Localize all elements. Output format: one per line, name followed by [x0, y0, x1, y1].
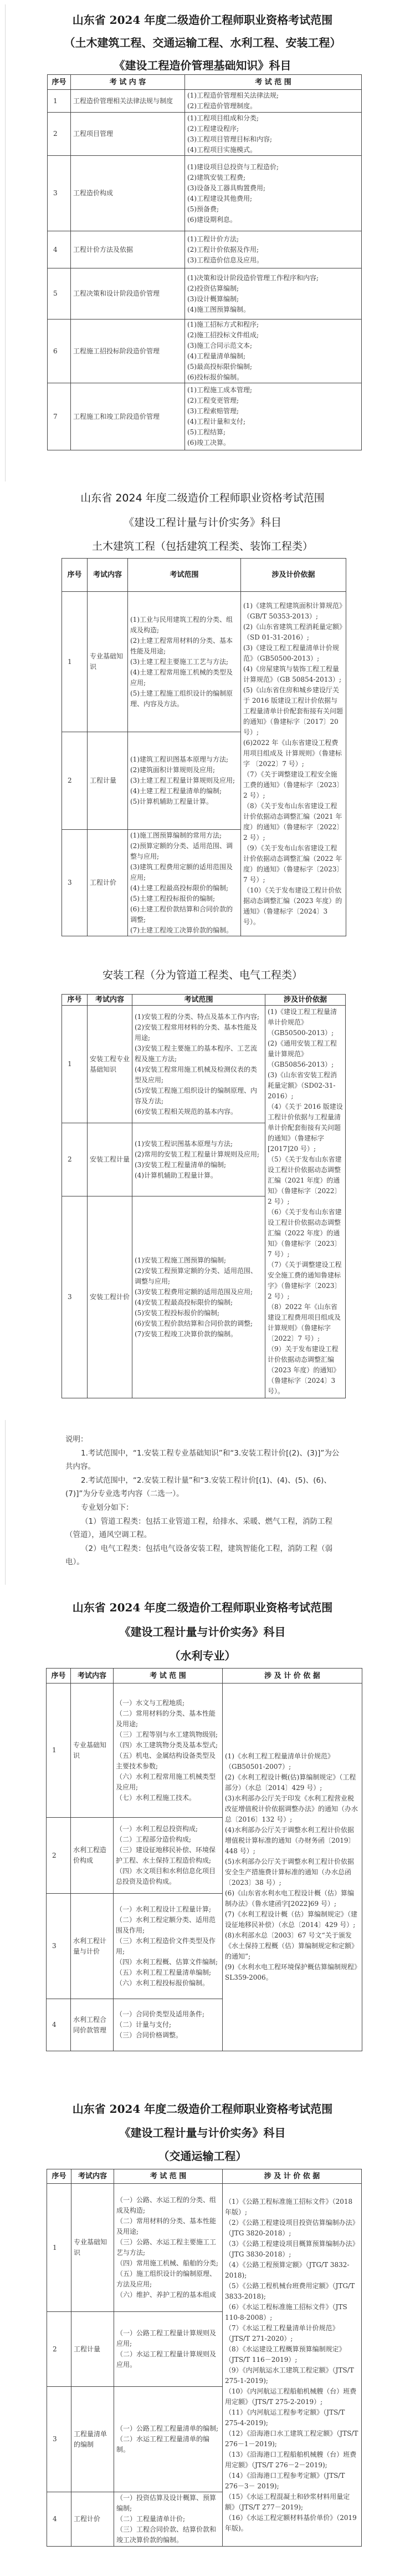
exam-scope	[114, 1683, 223, 1818]
scope-item: (4)计算机辅助工程量计算。	[135, 1171, 217, 1179]
basis-item: （6）《关于发布山东省建设工程计价依据动态调整汇编（2022 年度）的通知》（鲁建标字〔2023〕7 号）;	[268, 1208, 342, 1258]
column-header: 考试范围	[128, 559, 241, 592]
row-number: 3	[47, 1894, 71, 1999]
scope-item: （四）水文项目和水利信息化项目总投资及造价构成。	[116, 1867, 216, 1885]
scope-item: (1)工程施工成本管理;	[187, 386, 253, 394]
exam-content: 工程决策和设计阶段造价管理	[71, 268, 185, 320]
exam-content: 工程计量	[71, 2312, 114, 2387]
scope-item: (2)施工招投标文件组成;	[187, 331, 259, 339]
column-header: 考试范围	[132, 995, 265, 1006]
basis-item: (7)《水利工程设计概（估）算编制规定》（建设征地移民补偿）（水总〔2014〕429 号）;	[225, 1910, 357, 1929]
exam-scope	[185, 383, 362, 450]
install-table	[61, 994, 346, 1398]
section-title: 《建设工程计量与计价实务》科目	[119, 1625, 286, 1639]
basis-item: (2)《山东省建筑工程消耗量定额》（SD 01-31-2016）;	[243, 622, 342, 641]
scope-item: (1)安装工程施工图预算的编制;	[135, 1256, 227, 1264]
scope-item: (5)计算机辅助工程量计算。	[130, 798, 213, 805]
exam-scope	[114, 2387, 223, 2492]
column-header: 涉及计价依据	[265, 995, 346, 1006]
table-header-row	[62, 559, 346, 592]
scope-item: (4)施工图预算编制。	[187, 305, 250, 313]
basis-item: （5）《公路工程机械台班费用定额》（JTG/T 3833-2018);	[225, 2281, 355, 2300]
scope-item: (5)土建工程投标报价的编制;	[130, 894, 216, 902]
column-header: 考 试 内 容	[71, 75, 185, 90]
table-row	[48, 156, 362, 231]
basis-item: （2）《公路工程建设项目投资估算编制办法》（JTG 3820-2018）;	[225, 2218, 359, 2237]
row-number: 3	[62, 830, 88, 936]
scope-item: （一）公路工程工程量清单的编制;	[116, 2425, 219, 2432]
scope-item: (2)建筑面积计算规则及应用;	[130, 766, 216, 774]
row-number: 6	[48, 320, 71, 383]
row-number: 2	[47, 1818, 71, 1894]
scope-item: (2)投资估算编制;	[187, 284, 239, 292]
pricing-basis	[223, 2184, 362, 2547]
basis-item: (1)《建设工程工程量清单计价规范》（GB50500-2013）;	[268, 1008, 337, 1037]
scope-item: (1)安装工程识图基本原理与方法;	[135, 1139, 233, 1148]
notes-paragraph: 1.考试范围中，“1.安装工程专业基础知识”和“3.安装工程计价[(2)、(3)]”为公共内容。	[65, 1448, 340, 1472]
scope-item: (1)决策和设计阶段造价管理工作程序和内容;	[187, 273, 319, 282]
row-number: 1	[62, 592, 88, 732]
civil-table	[61, 558, 346, 936]
exam-content: 工程计价	[88, 830, 128, 936]
basis-item: （11）《内河航运工程参考定额》（JTS/T 275-4-2019);	[225, 2408, 345, 2427]
basis-item: (2)《水利工程设计概(估)算编制规定》（工程部分）（水总〔2014〕429 号）;	[225, 1773, 356, 1792]
scope-item: （一）水文与工程地质;	[116, 1698, 185, 1707]
scope-item: (4)工程建设其他费用;	[187, 194, 253, 202]
scope-item: (7)土建工程竣工决算价款的编制。	[130, 926, 233, 934]
row-number: 3	[47, 2387, 71, 2492]
exam-content: 工程计价	[71, 2492, 114, 2547]
column-header: 序号	[47, 2169, 71, 2184]
scope-item: (3)工程索赔管理;	[187, 407, 239, 415]
scope-item: (3)工程造价信息及应用。	[187, 256, 263, 264]
pricing-basis	[265, 1006, 346, 1398]
exam-content: 工程造价管理相关法律法规与制度	[71, 90, 185, 113]
scope-item: (6)土建工程价款结算和合同价款的调整;	[130, 905, 233, 924]
scope-item: (6)建设期利息。	[187, 215, 237, 224]
basis-item: (6)《山东省水利水电工程设计概（估）算编制办法》（鲁水建函字[2022]69 号）;	[225, 1889, 354, 1908]
scope-item: （三）公路、水运工程主要施工工艺与方法;	[116, 2238, 217, 2256]
basis-item: （13）《沿海港口工程船舶机械艘（台）班费用定额》（JTS/T 276－2－2019);	[225, 2450, 357, 2469]
scope-item: (6)安装工程相关规范的基本内容。	[135, 1107, 237, 1115]
row-number: 3	[62, 1196, 88, 1398]
basis-item: （15）《水运工程混凝土和砂浆材料用量定额》（JTS/T 277－2019);	[225, 2492, 350, 2511]
scope-item: (4)土建工程常用施工机械的类型及应用;	[130, 668, 233, 687]
scope-item: (5)最高投标限价编制;	[187, 363, 253, 371]
exam-content: 水利工程造价构成	[71, 1818, 114, 1894]
section-title: 《建设工程计量与计价实务》科目	[119, 2126, 286, 2139]
basis-item: （5）《关于发布山东省建设工程计价依据动态调整汇编（2021 年度）的通知》（鲁建标字〔2022〕2 号）;	[268, 1155, 342, 1205]
basis-item: (1)《建筑工程建筑面积计算规范》（GB/T 50353-2013）;	[243, 601, 342, 620]
scope-item: (2)土建工程常用材料的分类、基本性能及用途;	[130, 636, 233, 655]
column-header: 考试内容	[71, 2169, 114, 2184]
water-table	[46, 1668, 362, 2051]
scope-item: (6)安装工程价款结算和合同价款的调整;	[135, 1319, 253, 1327]
exam-content: 安装工程计量	[88, 1123, 132, 1196]
scope-item: (3)施工合同示范文本;	[187, 342, 253, 349]
scope-item: (7)安装工程竣工决算价款的编制。	[135, 1330, 237, 1338]
exam-content: 安装工程专业基础知识	[88, 1006, 132, 1123]
table-header-row	[62, 995, 346, 1006]
basis-item: (4)水利部办公厅关于调整水利工程计价依据增值税计算标准的通知（办财务函〔2019〕448 号）;	[225, 1826, 355, 1855]
basis-item: (3)《建设工程工程量清单计价规范》（GB50500-2013）;	[243, 643, 339, 662]
row-number: 1	[48, 90, 71, 113]
exam-scope	[114, 1818, 223, 1894]
exam-scope	[185, 113, 362, 156]
section-title: （水利专业）	[169, 1649, 236, 1662]
row-number: 4	[47, 1999, 71, 2051]
basis-item: （4）《关于 2016 版建设工程计价依据与工程量清单计价配套衔接有关问题的通知》（鲁建标字[2017]20 号）;	[268, 1103, 343, 1153]
section-title: 《建设工程计量与计价实务》科目	[123, 516, 281, 529]
basis-item: （16）《水运工程定额材料基价单价》（2019 年版)。	[225, 2513, 357, 2532]
basis-item: （12）《沿海港口水工建筑工程定额》（JTS/T 276－1－2019);	[225, 2429, 358, 2448]
column-header: 考 试 范 围	[114, 1669, 223, 1683]
scope-item: （三）工程等别与水工建筑物级别;	[116, 1730, 218, 1738]
scope-item: （一）投资估算及设计概算、预算编制;	[116, 2494, 217, 2512]
exam-scope	[114, 1894, 223, 1999]
scope-item: （六）水利工程常用施工机械类型及应用;	[116, 1772, 216, 1791]
scope-item: (3)建筑工程费用定额的适用范围及应用;	[130, 863, 233, 881]
section-title: 山东省 2024 年度二级造价工程师职业资格考试范围	[72, 13, 333, 27]
pricing-basis	[223, 1683, 362, 2051]
scope-item: （二）计量与支付;	[116, 2021, 172, 2029]
scope-item: (4)安装工程常用施工机械及检测仪表的类型及应用;	[135, 1065, 257, 1084]
scope-item: (2)工程造价管理制度。	[187, 102, 257, 110]
basis-item: （9）《关于发布山东省建设工程计价依据动态调整汇编（2022 年度）的通知》（鲁建标字〔2023〕7 号）;	[243, 844, 344, 884]
table-row	[47, 1683, 362, 1818]
table-row	[62, 592, 346, 732]
scope-item: （五）施工组织设计的编制原理、方法及应用;	[116, 2270, 217, 2288]
notes-paragraph: （1）管道工程类：包括工业管道工程，给排水、采暖、燃气工程，消防工程（管道），通风空调工程。	[65, 1517, 333, 1540]
scope-item: (5)安装工程施工组织设计的编制原理、内容及方法;	[135, 1086, 257, 1105]
exam-content: 工程量清单的编制	[71, 2387, 114, 2492]
basis-item: （9）关于发布建设工程计价依据动态调整汇编（2023 年度）的通知》（鲁建标字〔2024〕3 号）。	[268, 1345, 340, 1395]
scope-item: (5)土建工程施工组织设计的编制原理、内容及方法。	[130, 689, 233, 708]
exam-scope	[114, 2184, 223, 2312]
scope-item: （二）水运工程工程量清单的编制。	[116, 2435, 210, 2453]
exam-content: 工程施工招投标阶段造价管理	[71, 320, 185, 383]
table-header-row	[47, 1669, 362, 1683]
table-row	[48, 268, 362, 320]
section-title: （交通运输工程）	[158, 2149, 247, 2163]
exam-scope	[185, 320, 362, 383]
exam-scope	[185, 268, 362, 320]
exam-content: 工程施工和竣工阶段造价管理	[71, 383, 185, 450]
exam-content: 水利工程合同价款管理	[71, 1999, 114, 2051]
scope-item: (3)土建工程主要施工工艺与方法;	[130, 657, 229, 666]
exam-scope	[128, 732, 241, 830]
pricing-basis	[241, 592, 346, 936]
exam-scope	[132, 1123, 265, 1196]
exam-content: 专业基础知识	[88, 592, 128, 732]
basis-item: （10）《关于发布建设工程计价依据动态调整汇编（2023 年度）的通知》（鲁建标字〔2024〕3 号）。	[243, 886, 342, 926]
scope-item: (1)建设项目总投资与工程造价;	[187, 163, 279, 171]
exam-scope	[114, 2312, 223, 2387]
notes-heading: 说明：	[65, 1435, 88, 1444]
basis-item: （7）《关于调整建设工程安全施工费的通知》（鲁建标字〔2023〕2 号）;	[243, 770, 344, 799]
scope-item: (6)投标报价编制。	[187, 373, 243, 381]
basis-item: (5)水利部办公厅关于调整水利工程计价依据安全生产措施费计算标准的通知（办水总函〔2023〕38 号）;	[225, 1858, 354, 1887]
table-row	[48, 320, 362, 383]
notes-paragraph: 2.考试范围中，“2.安装工程计量”和“3.安装工程计价[(1)、(4)、(5)、(6)、(7)]”为分专业选考内容（二选一）。	[65, 1475, 331, 1499]
scope-item: (2)工程计价依据及作用;	[187, 245, 259, 253]
table-header-row	[47, 2169, 362, 2184]
table-row	[48, 231, 362, 268]
scope-item: （一）水利工程设计工程量计算;	[116, 1905, 212, 1913]
basis-item: （7）《关于调整建设工程安全施工费的通知鲁建标字》（鲁建标字〔2023〕2 号）;	[268, 1261, 342, 1300]
scope-item: (5)工程结算;	[187, 428, 226, 436]
column-header: 考 试 范 围	[185, 75, 362, 90]
scope-item: (5)预备费;	[187, 205, 219, 213]
row-number: 4	[48, 231, 71, 268]
table-row	[48, 113, 362, 156]
scope-item: （一）公路工程工程量计算规则及应用;	[116, 2329, 217, 2347]
scope-item: (3)工程项目管理目标和内容;	[187, 135, 273, 143]
column-header: 考试内容	[71, 1669, 114, 1683]
basis-item: （8）2022 年《山东省建设工程费用项目组成及计算规则》（鲁建标字〔2022〕7 号）;	[268, 1303, 341, 1342]
scope-item: (2)工程变更管理;	[187, 397, 239, 404]
column-header: 考试内容	[88, 559, 128, 592]
row-number: 1	[62, 1006, 88, 1123]
basis-item: （8）《水运建设工程概算预算编制规定》（JTS/T 116－2019）;	[225, 2345, 346, 2364]
scope-item: （六）水利工程投标报价编制。	[116, 1979, 209, 1987]
scope-item: （一）公路、水运工程的分类、组成及构造;	[116, 2196, 217, 2214]
basis-item: (3)《山东省安装工程消耗量定额》（SD02-31-2016）;	[268, 1071, 337, 1100]
notes-section	[65, 1433, 342, 1569]
table-row	[48, 90, 362, 113]
scope-item: (4)土建工程最高投标限价的编制;	[130, 884, 229, 892]
scope-item: (1)工业与民用建筑工程的分类、组成及构造;	[130, 615, 233, 634]
scope-item: (1)安装工程的分类、特点及基本工作内容;	[135, 1012, 260, 1021]
basis-item: （10）《内河航运工程船舶机械艘（台）班费用定额》（JTS/T 275-2-2019）;	[225, 2387, 357, 2406]
exam-scope	[132, 1196, 265, 1398]
scope-item: （二）常用材料的分类、基本性能及用途;	[116, 2217, 217, 2235]
basis-item: (3)水利部办公厅关于印发《水利工程营业税改征增值税计价依据调整办法》的通知（办水总〔2016〕132 号）;	[225, 1794, 358, 1823]
exam-scope	[128, 830, 241, 936]
scope-item: (3)安装工程费用定额的适用范围及应用;	[135, 1287, 253, 1296]
scope-item: (2)安装工程预算定额的分类、适用范围、调整与应用;	[135, 1266, 257, 1285]
scope-item: (4)安装工程最高投标限价的编制;	[135, 1298, 233, 1306]
exam-content: 工程造价构成	[71, 156, 185, 231]
column-header: 涉 及 计 价 依 据	[223, 1669, 362, 1683]
exam-content: 工程计价方法及依据	[71, 231, 185, 268]
row-number: 1	[47, 2184, 71, 2312]
scope-item: (5)安装工程投标报价的编制;	[135, 1309, 220, 1317]
table-header-row	[48, 75, 362, 90]
basis-item: （3）《公路工程建设项目概算预算编制办法》（JTG 3830-2018）;	[225, 2239, 359, 2258]
section-title: 山东省 2024 年度二级造价工程师职业资格考试范围	[80, 492, 325, 504]
scope-item: （四）水利工程概、估算文件编制;	[116, 1958, 218, 1966]
exam-content: 工程计量	[88, 732, 128, 830]
exam-content: 专业基础知识	[71, 2184, 114, 2312]
scope-item: （二）工程部分造价构成;	[116, 1835, 192, 1843]
row-number: 2	[62, 1123, 88, 1196]
exam-content: 安装工程计价	[88, 1196, 132, 1398]
scope-item: (4)工程计量和支付;	[187, 418, 246, 425]
exam-scope	[185, 90, 362, 113]
exam-scope	[185, 156, 362, 231]
scope-item: (1)施工招标方式和程序;	[187, 321, 259, 328]
section-title: 山东省 2024 年度二级造价工程师职业资格考试范围	[72, 2102, 333, 2116]
basis-item: （6）《水运工程标准施工招标文件》（JTS 110-8-2008）;	[225, 2303, 347, 2321]
exam-scope	[114, 2492, 223, 2547]
exam-content: 水利工程计量与计价	[71, 1894, 114, 1999]
page-edge-divider	[5, 1420, 6, 1585]
scope-item: (6)竣工决算。	[187, 439, 230, 447]
column-header: 涉及计价依据	[241, 559, 346, 592]
exam-scope	[132, 1006, 265, 1123]
basis-item: （1）《公路工程标准施工招标文件》（2018 年版）;	[225, 2197, 353, 2216]
basis-item: （14）《沿海港口工程参考定额》（JTS/T 276－3－ 2019);	[225, 2471, 345, 2490]
exam-scope	[128, 592, 241, 732]
row-number: 2	[47, 2312, 71, 2387]
basis-item: (9)《水利水电工程环境保护概估算编制规程》SL359-2006。	[225, 1963, 357, 1981]
exam-scope	[185, 231, 362, 268]
row-number: 5	[48, 268, 71, 320]
scope-item: (2)安装工程常用材料的分类、基本性能及用途;	[135, 1023, 257, 1042]
scope-item: (4)工程项目实施模式。	[187, 145, 257, 154]
scope-item: （一）水利工程总投资构成;	[116, 1825, 198, 1833]
notes-paragraph: （2）电气工程类：包括电气设备安装工程，建筑智能化工程，消防工程（弱电）。	[65, 1544, 333, 1567]
transport-table	[47, 2169, 362, 2547]
scope-item: （四）常用施工机械、船舶的分类;	[116, 2259, 219, 2267]
column-header: 涉 及 计 价 依 据	[223, 2169, 362, 2184]
section-title: 土木建筑工程（包括建筑工程类、装饰工程类）	[91, 540, 313, 552]
scope-item: （六）维护、养护工程的基本组成	[116, 2291, 217, 2299]
page-edge-divider	[5, 4, 6, 481]
scope-item: (1)工程造价管理相关法律法规;	[187, 92, 279, 99]
scope-item: （三）合同价格调整。	[116, 2031, 183, 2039]
row-number: 3	[48, 156, 71, 231]
section-title: 安装工程（分为管道工程类、电气工程类）	[102, 969, 303, 981]
row-number: 2	[48, 113, 71, 156]
table-row	[47, 2184, 362, 2312]
basis-item: (2)《通用安装工程工程量计算规范》（GB50856-2013）;	[268, 1039, 337, 1068]
scope-item: (2)常用的安装工程工程量计算规则及应用;	[135, 1150, 260, 1158]
basis-item: （8）《关于发布山东省建设工程计价依据动态调整汇编（2021 年度）的通知》（鲁建标字〔2022〕2 号）;	[243, 802, 344, 841]
exam-content: 工程项目管理	[71, 113, 185, 156]
row-number: 4	[47, 2492, 71, 2547]
column-header: 序号	[62, 559, 88, 592]
section-title: 《建设工程造价管理基础知识》科目	[114, 59, 291, 72]
section-title: 山东省 2024 年度二级造价工程师职业资格考试范围	[72, 1601, 333, 1614]
row-number: 7	[48, 383, 71, 450]
scope-item: (1)建筑工程识图基本原理与方法;	[130, 755, 229, 763]
scope-item: （四）水工建筑物分类及基本型式;	[116, 1741, 218, 1749]
scope-item: （二）水利工程定额分类、适用范围及作用;	[116, 1915, 216, 1934]
scope-item: (3)安装工程工程量清单的编制;	[135, 1160, 227, 1169]
scope-item: (2)工程建设程序;	[187, 124, 239, 133]
table-row	[62, 1006, 346, 1123]
row-number: 2	[62, 732, 88, 830]
column-header: 序号	[62, 995, 88, 1006]
row-number: 1	[47, 1683, 71, 1818]
column-header: 序号	[47, 1669, 71, 1683]
section-title: （土木建筑工程、交通运输工程、水利工程、安装工程）	[64, 36, 341, 49]
scope-item: (3)土建工程工程量计算规则及应用;	[130, 777, 235, 784]
scope-item: （二）水运工程工程量计算规则及应用。	[116, 2350, 217, 2369]
scope-item: (2)预算定额的分类、适用范围、调整与应用;	[130, 841, 233, 860]
scope-item: （三）水利工程造价文件类型及作用;	[116, 1936, 216, 1955]
scope-item: (1)工程计价方法;	[187, 235, 239, 243]
scope-item: （三）建设征地移民补偿、环境保护工程、水土保持工程造价构成;	[116, 1846, 216, 1864]
basis-item: （9）《内河航运水工建筑工程定额》（JTS/T 275-1-2019);	[225, 2366, 354, 2385]
scope-item: (2)建筑安装工程费;	[187, 173, 246, 181]
basis-item: (8)水利部水总〔2003〕67 号文“关于颁发《水土保持工程概（估）算编制规定和定额》的通知”;	[225, 1931, 358, 1960]
scope-item: （二）常用材料的分类、基本性能及用途;	[116, 1709, 216, 1728]
scope-item: (1)施工图预算编制的常用方法;	[130, 831, 222, 839]
scope-item: （二）工程量清单计价;	[116, 2515, 186, 2523]
scope-item: (3)设计概算编制;	[187, 295, 239, 303]
column-header: 序号	[48, 75, 71, 90]
basis-item: （4）《公路工程预算定额》（JTG/T 3832-2018);	[225, 2260, 350, 2279]
basis-item: (5)《山东省住房和城乡建设厅关于 2016 版建设工程计价依据与工程量清单计价配套衔接有关问题的通知》（鲁建标字〔2017〕20 号）;	[243, 686, 344, 736]
basis-item: (6)2022 年《山东省建设工程费用项目组成及 计算规则》（鲁建标字 〔2022〕7 号）;	[243, 738, 342, 768]
scope-item: （七）水利工程施工技术。	[116, 1793, 196, 1802]
scope-item: （一）合同价类型及适用条件;	[116, 2010, 205, 2018]
scope-item: (3)设备及工器具购置费用;	[187, 184, 266, 192]
scope-item: (3)安装工程主要施工的基本程序、工艺流程及施工方法;	[135, 1044, 257, 1063]
scope-item: (1)工程项目组成和分类;	[187, 114, 259, 122]
exam-scope	[114, 1999, 223, 2051]
basis-item: (4)《房屋建筑与装饰工程工程量计算规范》（GB 50854-2013）;	[243, 665, 342, 683]
exam-content: 专业基础知识	[71, 1683, 114, 1818]
notes-paragraph: 专业划分如下：	[81, 1503, 134, 1512]
column-header: 考试内容	[88, 995, 132, 1006]
p1-table	[47, 74, 362, 450]
basis-item: (1)《水利工程工程量清单计价规范》（GB50501-2007）;	[225, 1752, 334, 1771]
scope-item: （五）机电、金属结构设备类型及主要技术参数;	[116, 1751, 216, 1770]
scope-item: (4)土建工程工程量清单的编制;	[130, 787, 222, 795]
scope-item: （五）水利工程工程量清单编制;	[116, 1968, 212, 1976]
table-row	[48, 383, 362, 450]
column-header: 考 试 范 围	[114, 2169, 223, 2184]
scope-item: （三）工程合同价款、结算价款和竣工决算价款的编制。	[116, 2526, 217, 2544]
scope-item: (4)工程量清单编制;	[187, 352, 246, 360]
basis-item: （7）《水运工程工程量清单计价规范》（JTS/T 271-2020）;	[225, 2324, 339, 2342]
